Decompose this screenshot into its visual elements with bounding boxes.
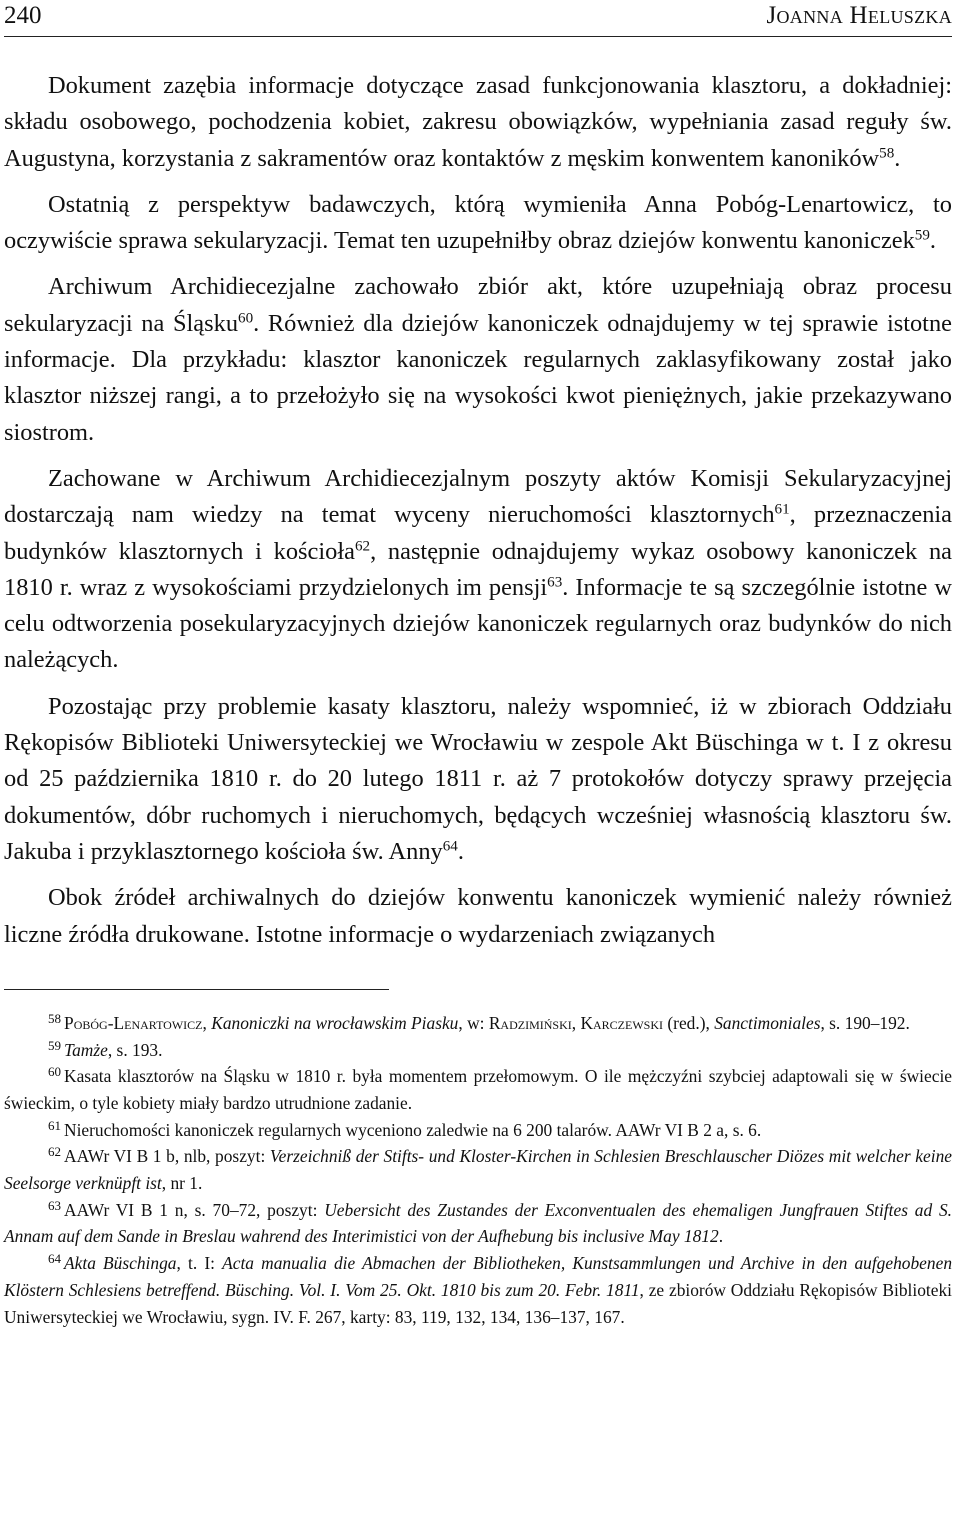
footnote-rule bbox=[4, 989, 389, 990]
footnote-64: $^{64}$ Akta Büschinga, t. I: Acta manualia die Abmachen der Bibliotheken, Kunstsammlungen und Archive in den aufgehobenen Klöstern Schlesiens betreffend. Büsching. Vol. I. Vom 25. Okt. 1810 bis zum 20. Febr. 1811, ze zbiorów Oddziału Rękopisów Biblioteki Uniwersyteckiej we Wrocławiu, sygn. IV. F. 267, karty: 83, 119, 132, 134, 136–137, 167. bbox=[4, 1251, 953, 1327]
paragraph: Obok źródeł archiwalnych do dziejów konwentu kanoniczek wymienić należy również liczne źródła drukowane. Istotne informacje o wydarzeniach związanych bbox=[4, 884, 952, 948]
footnote-ref[interactable]: 58 bbox=[879, 145, 895, 162]
footnote-62: $^{62}$ AAWr VI B 1 b, nlb, poszyt: Verzeichniß der Stifts- und Kloster-Kirchen in Schlesien Breschlauscher Diözes mit welcher keine Seelsorge verknüpft ist, nr 1. bbox=[4, 1144, 952, 1194]
footnote-58: $^{58}$ Pobóg-Lenartowicz, Kanoniczki na wrocławskim Piasku, w: Radzimiński, Karczewski (red.), Sanctimoniales, s. 190–192. bbox=[48, 1010, 910, 1033]
main-text bbox=[4, 68, 952, 953]
footnote-ref[interactable]: 62 bbox=[354, 538, 371, 555]
footnote-ref[interactable]: 63 bbox=[547, 574, 563, 591]
footnote-ref[interactable]: 61 bbox=[774, 501, 790, 518]
footnote-60: $^{60}$ Kasata klasztorów na Śląsku w 1810 r. była momentem przełomowym. O ile mężczyźni szybciej adaptowali się w świecie świeckim, o tyle kobiety miały bardzo utrudnione zadanie. bbox=[4, 1064, 952, 1113]
page-number: 240 bbox=[4, 2, 42, 29]
paragraph: Dokument zazębia informacje dotyczące zasad funkcjonowania klasztoru, a dokładniej: składu osobowego, pochodzenia kobiet, zakresu obowiązków, wypełniania zasad reguły św. Augustyna, korzystania z sakramentów oraz kontaktów z męskim konwentem kanoników$^{58}$. bbox=[4, 72, 952, 172]
running-head-author: Joanna Heluszka bbox=[766, 2, 952, 29]
paragraph: Zachowane w Archiwum Archidiecezjalnym poszyty aktów Komisji Sekularyzacyjnej dostarczają nam wiedzy na temat wyceny nieruchomości klasztornych$^{61}$, przeznaczenia budynków klasztornych i kościoła$^{62}$, następnie odnajdujemy wykaz osobowy kanoniczek na 1810 r. wraz z wysokościami przydzielonych im pensji$^{63}$. Informacje te są szczególnie istotne w celu odtworzenia posekularyzacyjnych dziejów kanoniczek regularnych oraz budynków do nich należących. bbox=[4, 464, 952, 674]
running-header bbox=[4, 0, 952, 34]
footnote-59: $^{59}$ Tamże, s. 193. bbox=[48, 1037, 163, 1060]
header-rule bbox=[4, 36, 952, 37]
footnote-ref[interactable]: 60 bbox=[238, 310, 254, 327]
paragraph: Pozostając przy problemie kasaty klasztoru, należy wspomnieć, iż w zbiorach Oddziału Rękopisów Biblioteki Uniwersyteckiej we Wrocławiu w zespole Akt Büschinga w t. I z okresu od 25 października 1810 r. do 20 lutego 1811 r. aż 7 protokołów dotyczy sprawy przejęcia dokumentów, dóbr ruchomych i nieruchomych, będących wcześniej własnością klasztoru św. Jakuba i przyklasztornego kościoła św. Anny$^{64}$. bbox=[4, 692, 952, 865]
paragraph: Archiwum Archidiecezjalne zachowało zbiór akt, które uzupełniają obraz procesu sekularyzacji na Śląsku$^{60}$. Również dla dziejów kanoniczek odnajdujemy w tej sprawie istotne informacje. Dla przykładu: klasztor kanoniczek regularnych zaklasyfikowany został jako klasztor niższej rangi, a to przełożyło się na wysokości kwot pieniężnych, jakie przekazywano siostrom. bbox=[4, 273, 952, 446]
paragraph: Ostatnią z perspektyw badawczych, którą wymieniła Anna Pobóg-Lenartowicz, to oczywiście sprawa sekularyzacji. Temat ten uzupełniłby obraz dziejów konwentu kanoniczek$^{59}$. bbox=[4, 190, 952, 255]
footnote-ref[interactable]: 64 bbox=[442, 838, 458, 855]
footnotes bbox=[4, 1010, 952, 1330]
footnote-61: $^{61}$ Nieruchomości kanoniczek regularnych wyceniono zaledwie na 6 200 talarów. AAWr VI B 2 a, s. 6. bbox=[48, 1117, 762, 1140]
footnote-ref[interactable]: 59 bbox=[914, 227, 930, 244]
footnote-63: $^{63}$ AAWr VI B 1 n, s. 70–72, poszyt: Uebersicht des Zustandes der Exconventualen des ehemaligen Jungfrauen Stiftes ad S. Annam auf dem Sande in Breslau wahrend des Interimistici von der Aufhebung bis inclusive May 1812. bbox=[4, 1197, 952, 1247]
